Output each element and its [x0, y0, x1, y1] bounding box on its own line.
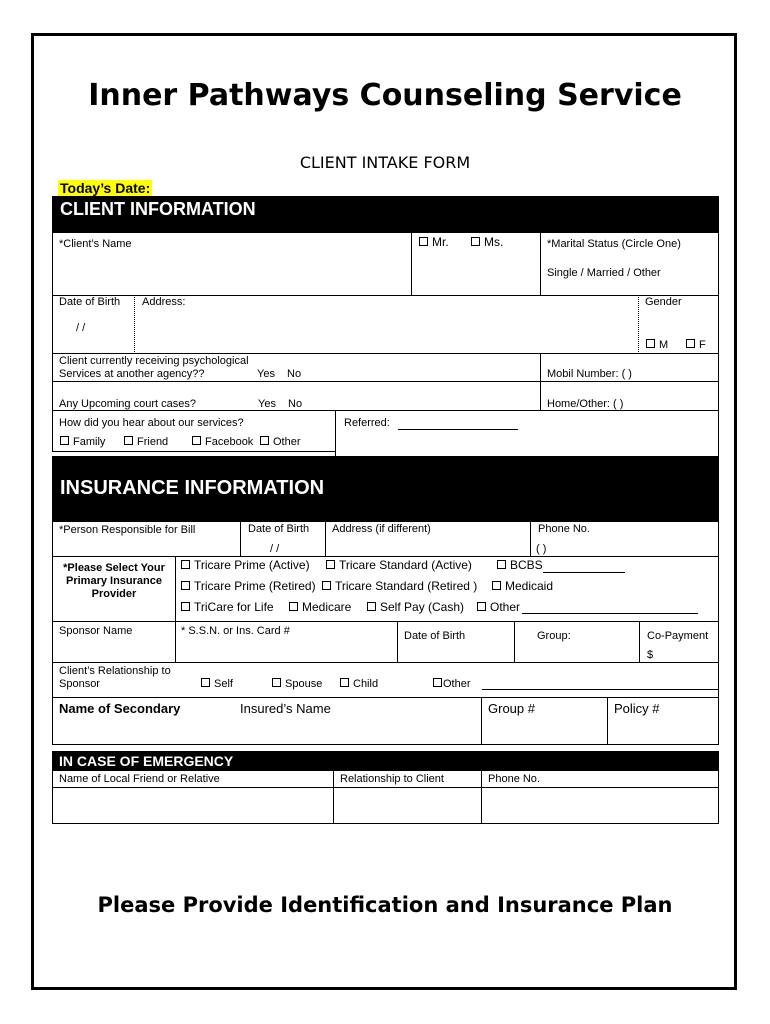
sponsor-name-label: Sponsor Name: [59, 625, 133, 637]
responsible-phone-label: Phone No.: [538, 523, 590, 535]
client-address-label: Address:: [142, 296, 186, 308]
medicaid-checkbox[interactable]: [492, 580, 553, 593]
emergency-phone-label: Phone No.: [488, 773, 540, 785]
insurance-information-header: [52, 456, 719, 522]
insureds-name-label: Insured’s Name: [240, 701, 331, 716]
name-of-secondary-label: Name of Secondary: [59, 701, 181, 716]
insurance-other-field[interactable]: [522, 613, 698, 614]
rel-spouse-checkbox[interactable]: [272, 678, 322, 691]
responsible-dob-slashes: / /: [270, 543, 280, 555]
form-title: Inner Pathways Counseling Service: [88, 78, 682, 113]
psych-question-line1: Client currently receiving psychological: [59, 355, 249, 367]
hear-facebook-checkbox[interactable]: [192, 436, 253, 449]
relationship-label-line2: Sponsor: [59, 678, 100, 690]
medicare-checkbox[interactable]: [289, 601, 351, 614]
referred-label: Referred:: [344, 417, 390, 429]
form-subtitle: CLIENT INTAKE FORM: [299, 153, 471, 172]
rel-other-field[interactable]: [482, 689, 718, 690]
mr-label: Mr.: [432, 235, 449, 249]
relationship-label-line1: Client’s Relationship to: [59, 665, 171, 677]
hear-other-checkbox[interactable]: [260, 436, 301, 449]
ms-checkbox[interactable]: [471, 236, 503, 249]
referred-field[interactable]: [398, 429, 518, 430]
client-dob-label: Date of Birth: [59, 296, 121, 308]
hear-family-label: Family: [73, 436, 106, 448]
marital-status-label: *Marital Status (Circle One): [547, 238, 681, 250]
emergency-name-label: Name of Local Friend or Relative: [59, 773, 220, 785]
rel-child-checkbox[interactable]: [340, 678, 378, 691]
emergency-header: [52, 752, 719, 771]
person-responsible-label: *Person Responsible for Bill: [59, 524, 196, 536]
gender-m-label: M: [659, 339, 669, 351]
court-question: Any Upcoming court cases?: [59, 398, 196, 410]
tricare-standard-retired-label: Tricare Standard (Retired ): [335, 579, 478, 593]
emergency-title: IN CASE OF EMERGENCY: [59, 753, 234, 769]
rel-other-label: Other: [443, 678, 471, 690]
hear-friend-checkbox[interactable]: [124, 436, 168, 449]
rel-child-label: Child: [353, 678, 379, 690]
rel-other-checkbox[interactable]: [433, 678, 471, 691]
group-field[interactable]: [514, 621, 640, 663]
gender-label: Gender: [645, 296, 682, 308]
rel-self-label: Self: [214, 678, 233, 690]
secondary-policy-label: Policy #: [614, 701, 660, 716]
gender-m-checkbox[interactable]: [646, 339, 668, 352]
tricare-prime-active-checkbox[interactable]: [181, 559, 310, 572]
insurance-other-label: Other: [490, 600, 521, 614]
bcbs-field[interactable]: [543, 572, 625, 573]
marital-status-options[interactable]: Single / Married / Other: [547, 267, 661, 279]
hear-about-question: How did you hear about our services?: [59, 417, 244, 429]
home-number-label: Home/Other: ( ): [547, 398, 624, 410]
ms-label: Ms.: [484, 235, 504, 249]
psych-no-option[interactable]: No: [287, 368, 302, 380]
client-dob-slashes: / /: [76, 322, 86, 334]
mobile-number-label: Mobil Number: ( ): [547, 368, 632, 380]
secondary-group-label: Group #: [488, 701, 535, 716]
emergency-relationship-field[interactable]: [333, 787, 482, 824]
tricare-standard-active-checkbox[interactable]: [326, 559, 472, 572]
group-label: Group:: [537, 630, 571, 642]
rel-self-checkbox[interactable]: [201, 678, 233, 691]
copay-label: Co-Payment: [647, 630, 709, 642]
court-no-option[interactable]: No: [288, 398, 303, 410]
insurance-information-title: INSURANCE INFORMATION: [60, 477, 325, 499]
referred-cell: [335, 410, 719, 458]
hear-friend-label: Friend: [137, 436, 169, 448]
responsible-phone-parens: ( ): [536, 543, 547, 555]
emergency-name-field[interactable]: [52, 787, 334, 824]
client-information-title: CLIENT INFORMATION: [60, 199, 256, 219]
emergency-relationship-label: Relationship to Client: [340, 773, 444, 785]
responsible-dob-label: Date of Birth: [248, 523, 310, 535]
tricare-standard-retired-checkbox[interactable]: [322, 580, 477, 593]
self-pay-label: Self Pay (Cash): [380, 600, 465, 614]
emergency-phone-field[interactable]: [481, 787, 719, 824]
mr-checkbox[interactable]: [419, 236, 449, 249]
gender-f-label: F: [699, 339, 706, 351]
tricare-prime-retired-checkbox[interactable]: [181, 580, 316, 593]
sponsor-dob-label: Date of Birth: [404, 630, 466, 642]
gender-f-checkbox[interactable]: [686, 339, 706, 352]
hear-family-checkbox[interactable]: [60, 436, 105, 449]
bcbs-label: BCBS: [510, 558, 543, 572]
court-yes-option[interactable]: Yes: [258, 398, 276, 410]
tricare-prime-active-label: Tricare Prime (Active): [194, 558, 310, 572]
medicare-label: Medicare: [302, 600, 352, 614]
todays-date-label: Today’s Date:: [60, 180, 151, 196]
tricare-standard-active-label: Tricare Standard (Active): [339, 558, 472, 572]
bcbs-checkbox[interactable]: [497, 559, 543, 572]
client-information-header: [52, 196, 719, 232]
responsible-address-label: Address (if different): [332, 523, 431, 535]
psych-question-line2: Services at another agency??: [59, 368, 205, 380]
ssn-label: * S.S.N. or Ins. Card #: [181, 625, 290, 637]
hear-facebook-label: Facebook: [205, 436, 254, 448]
tricare-for-life-label: TriCare for Life: [194, 600, 274, 614]
clients-name-label: *Client’s Name: [59, 238, 132, 250]
rel-spouse-label: Spouse: [285, 678, 323, 690]
footer-note: Please Provide Identification and Insurance Plan: [97, 893, 673, 917]
client-address-field[interactable]: [134, 295, 639, 354]
hear-other-label: Other: [273, 436, 301, 448]
insurance-other-checkbox[interactable]: [477, 601, 520, 614]
tricare-prime-retired-label: Tricare Prime (Retired): [194, 579, 316, 593]
psych-yes-option[interactable]: Yes: [257, 368, 275, 380]
medicaid-label: Medicaid: [505, 579, 554, 593]
copay-dollar: $: [647, 649, 654, 661]
self-pay-checkbox[interactable]: [367, 601, 464, 614]
primary-insurance-label: *Please Select Your Primary Insurance Provider: [63, 562, 165, 600]
tricare-for-life-checkbox[interactable]: [181, 601, 274, 614]
